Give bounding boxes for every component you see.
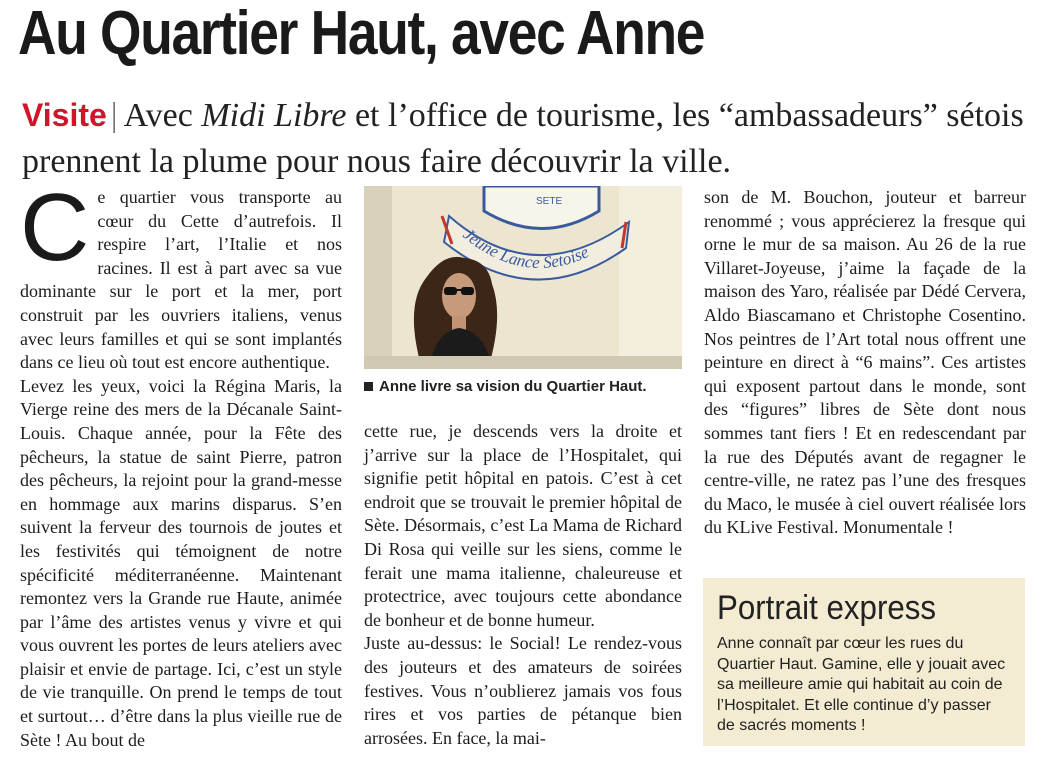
article-column-2 xyxy=(364,420,682,750)
portrait-title: Portrait express xyxy=(717,589,937,627)
caption-bullet-icon xyxy=(364,382,373,391)
drop-cap: C xyxy=(20,174,90,281)
article-photo xyxy=(364,186,682,369)
kicker-separator: | xyxy=(110,97,118,134)
article-column-1 xyxy=(20,174,342,752)
article-paragraph: son de M. Bouchon, jouteur et barreur renommé ; vous apprécierez la fresque qui orne le mur de sa maison. Au 26 de la rue Villaret-Joyeuse, j’aime la façade de la maison des Yaro, réalisée par Dédé Cervera, Aldo Biascamano et Christophe Cosentino. Nos peintres de l’Art total nous offrent une peinture en direct à “6 mains”. Ces artistes qui exposent partout dans le monde, sont des “figures” libres de Sète dont nous sommes tant fiers ! Et en redescendant par la rue des Députés avant de regagner le centre-ville, ne ratez pas l’une des fresques du Maco, le musée à ciel ouvert réalisée lors du KLive Festival. Monumentale ! xyxy=(704,187,1026,538)
article-column-3 xyxy=(704,186,1026,540)
article-paragraph: e quartier vous transporte au cœur du Cette d’autrefois. Il respire l’art, l’Italie et nos racines. Il est à part avec sa vue dominante sur le port et la mer, port construit par les ouvriers italiens, venus avec leurs familles et qui se sont implantés dans ce lieu où tout est encore authentique. xyxy=(20,187,342,373)
publication-name: Midi Libre xyxy=(201,97,347,134)
deck xyxy=(22,92,1032,185)
article-paragraph: Levez les yeux, voici la Régina Maris, la Vierge reine des mers de la Décanale Saint-Louis. Chaque année, pour la Fête des pêcheurs, la statue de saint Pierre, patron des pêcheurs, la rejoint pour la grand-messe en hommage aux marins disparus. S’en suivent la ferveur des tournois de joutes et les festivités qui témoignent de notre spécificité méditerranéenne. Maintenant remontez vers la Grande rue Haute, animée par l’âme des artistes venus y vivre et qui vous ouvrent les portes de leurs ateliers avec plaisir et envie de partage. Ici, c’est un style de vie tranquille. On prend le temps de tout et surtout… d’être dans la plus vieille rue de Sète ! Au bout de xyxy=(20,375,342,750)
section-kicker: Visite xyxy=(22,97,107,133)
article-paragraph: cette rue, je descends vers la droite et j’arrive sur la place de l’Hospitalet, qui signifie petit hôpital en patois. C’est à cet endroit que se trouvait le premier hôpital de Sète. Désormais, c’est La Mama de Richard Di Rosa qui veille sur les siens, comme le ferait une mama italienne, chaleureuse et protectrice, avec toujours cette abondance de bonheur et de bonne humeur. xyxy=(364,421,682,630)
photo-sign-top: SETE xyxy=(536,196,563,207)
article-paragraph: Juste au-dessus: le Social! Le rendez-vous des jouteurs et des amateurs de soirées festives. Vous n’oublierez jamais vos fous rires et vos parties de pétanque bien arrosées. En face, la mai- xyxy=(364,633,682,748)
deck-text-before: Avec xyxy=(123,97,202,134)
deck-text-after: et l’office de tourisme, les “ambassadeurs” sétois prennent la plume pour nous faire découvrir la ville. xyxy=(22,97,1024,180)
caption-text: Anne livre sa vision du Quartier Haut. xyxy=(379,378,647,395)
photo-caption xyxy=(364,378,682,395)
portrait-text: Anne connaît par cœur les rues du Quartier Haut. Gamine, elle y jouait avec sa meilleure amie qui habitait au coin de l’Hospitalet. Et elle continue d’y passer de sacrés moments ! xyxy=(717,635,1006,734)
portrait-express-box xyxy=(703,578,1025,746)
photo-sign-main: Jeune Lance Setoise xyxy=(459,224,592,273)
headline: Au Quartier Haut, avec Anne xyxy=(18,0,705,68)
